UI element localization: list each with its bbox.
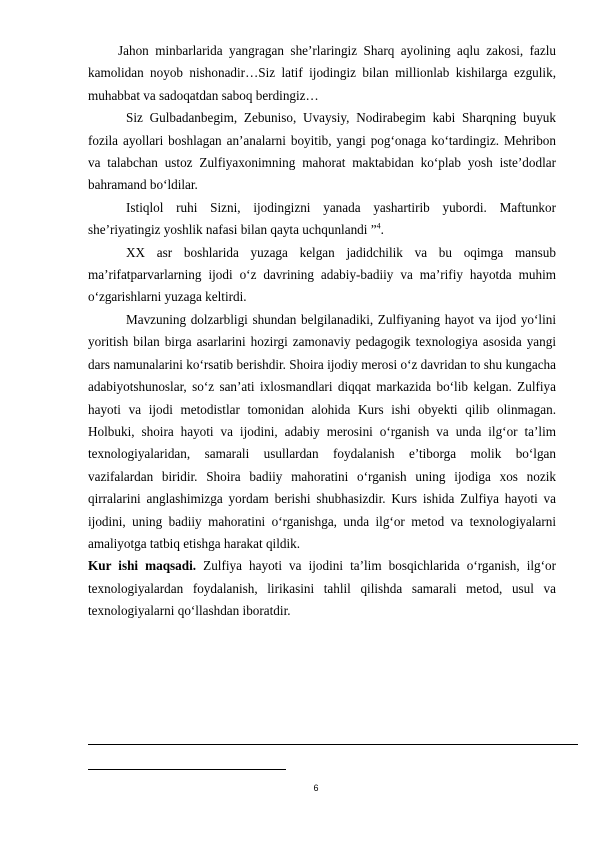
goal-paragraph [88,555,556,622]
footer-divider [88,744,578,745]
quote-1-text: Jahon minbarlarida yangragan she’rlaringiz Sharq ayolining aqlu zakosi, fazlu kamolidan noyob nishonadir…Siz latif ijodingiz bilan millionlab kishilarga ezgulik, muhabbat va sadoqatdan saboq berdingiz… [88,43,556,103]
relevance-text: Mavzuning dolzarbligi shundan belgilanadiki, Zulfiyaning hayot va ijod yo‘lini yoritish bilan birga asarlarini hozirgi zamonaviy pedagogik texnologiya asosida yangi dars namunalarini ko‘rsatib berishdir. Shoira ijodiy merosi o‘z davridan to shu kungacha adabiyotshunoslar, so‘z san’ati ixlosmandlari diqqat markazida bo‘lib kelgan. Zulfiya hayoti va ijodi metodistlar tomonidan alohida Kurs ishi obyekti qilib olinmagan. Holbuki, shoira hayoti va ijodini, adabiy merosini o‘rganish va unda ilg‘or ta’lim texnologiyalaridan, samarali usullardan foydalanish e’tiborga molik bo‘lgan vazifalardan biridir. Shoira badiiy mahoratini o‘rganish uning ijodiga xos nozik qirralarini anglashimizga yordam berishi shubhasizdir. Kurs ishida Zulfiya hayoti va ijodini, uning badiiy mahoratini o‘rganishga, unda ilg‘or metod va texnologiyalarni amaliyotga tatbiq etishga harakat qildik. [88,311,556,551]
footnote-separator [88,769,286,770]
page-number: 6 [313,783,319,793]
quote-paragraph-3 [88,197,556,242]
quote-3-suffix: . [380,222,384,238]
goal-label: Kur ishi maqsadi. [88,558,197,574]
quote-3-text: Istiqlol ruhi Sizni, ijodingizni yanada yashartirib yubordi. Maftunkor she’riyatingiz yoshlik nafasi bilan qayta uchqunlandi ” [88,199,556,238]
context-text: XX asr boshlarida yuzaga kelgan jadidchilik va bu oqimga mansub ma’rifatparvarlarning ijodi o‘z davrining adabiy-badiiy va ma’rifiy hayotda muhim o‘zgarishlarni yuzaga keltirdi. [88,244,556,305]
quote-paragraph-1 [88,40,556,107]
goal-text: Zulfiya hayoti va ijodini ta’lim bosqichlarida o‘rganish, ilg‘or texnologiyalardan foydalanish, lirikasini tahlil qilishda samarali metod, usul va texnologiyalarni qo‘llashdan iboratdir. [88,558,556,619]
footnote-reference: 4 [376,221,381,231]
relevance-paragraph [88,309,556,555]
document-body [88,40,556,623]
quote-paragraph-2 [88,107,556,197]
context-paragraph [88,242,556,309]
quote-2-text: Siz Gulbadanbegim, Zebuniso, Uvaysiy, Nodirabegim kabi Sharqning buyuk fozila ayollari boshlagan an’analarni boyitib, yangi pog‘onaga ko‘tardingiz. Mehribon va talabchan ustoz Zulfiyaxonimning mahorat maktabidan ko‘plab yosh iste’dodlar bahramand bo‘ldilar. [88,110,556,193]
